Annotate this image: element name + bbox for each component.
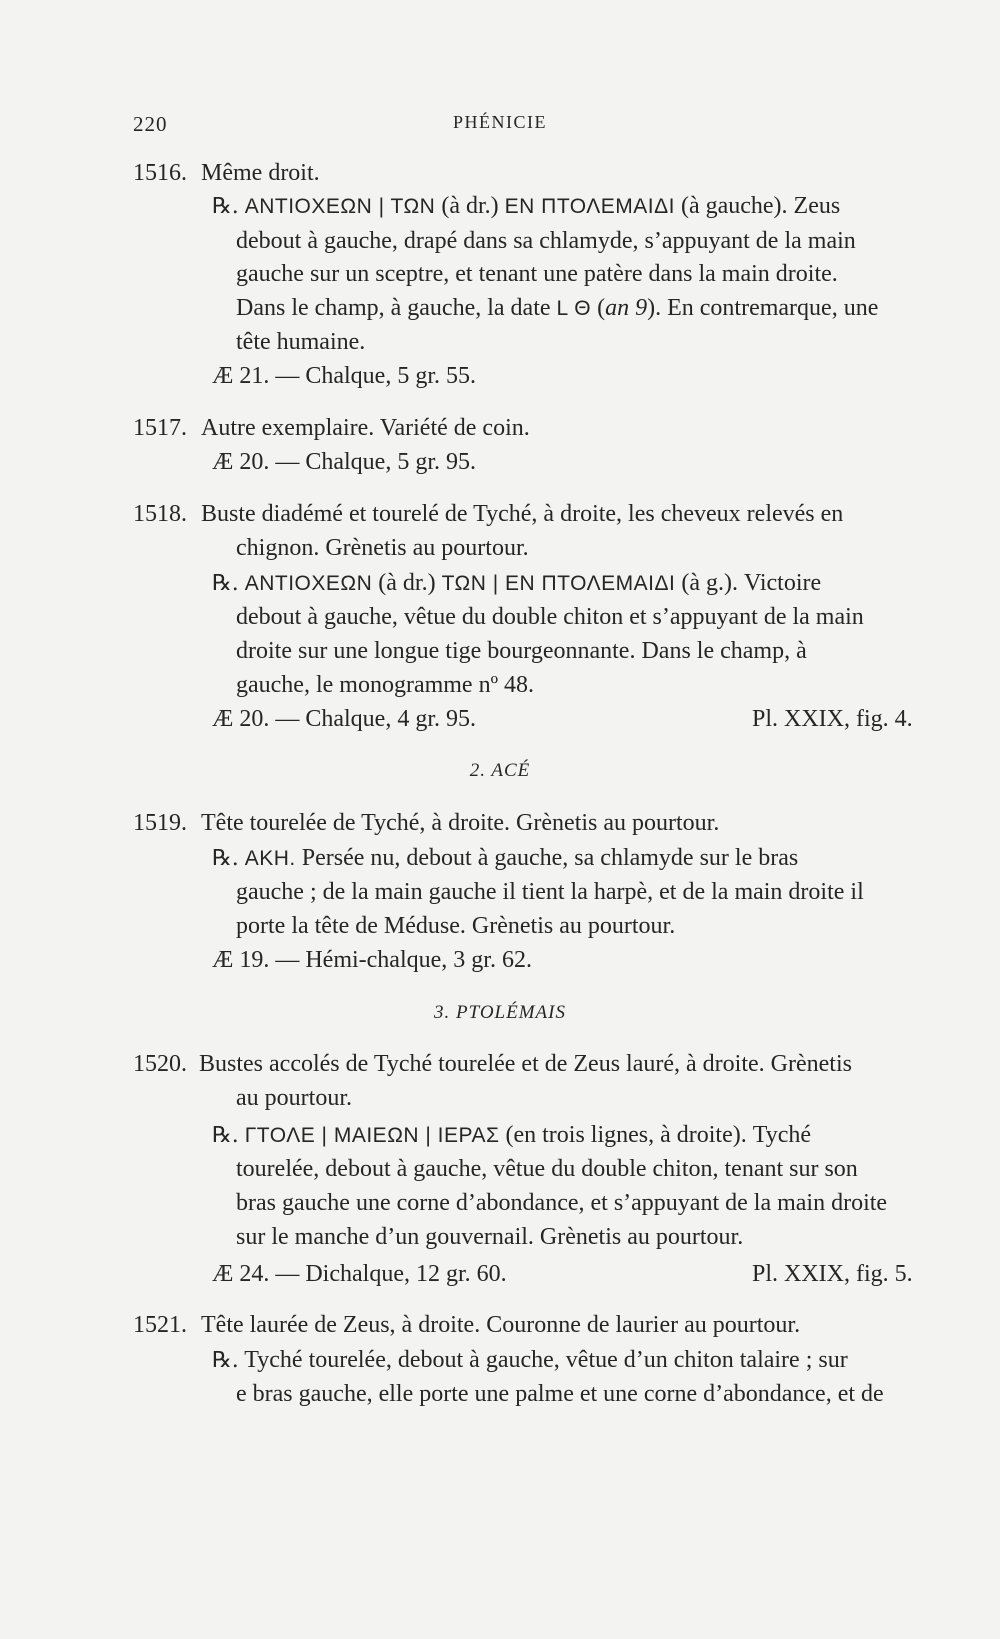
entry-1518-line-6: gauche, le monogramme nº 48. xyxy=(236,672,535,698)
entry-1516-line-4: gauche sur un sceptre, et tenant une patère dans la main droite. xyxy=(236,261,838,287)
entry-1521-line-1: 1521. Tête laurée de Zeus, à droite. Couronne de laurier au pourtour. xyxy=(133,1312,801,1338)
greek-legend: ΤΩΝ | ΕΝ ΠΤΟΛΕΜΑΙΔΙ xyxy=(441,572,676,595)
entry-1518-weight: Æ 20. — Chalque, 4 gr. 95. xyxy=(212,706,476,732)
greek-legend: ΓΤΟΛΕ | ΜΑΙΕΩΝ | ΙΕΡΑΣ xyxy=(244,1124,500,1147)
entry-number: 1518. xyxy=(133,501,187,527)
entry-1517-weight: Æ 20. — Chalque, 5 gr. 95. xyxy=(212,449,476,475)
greek-date: L Θ xyxy=(556,297,592,320)
entry-1519-line-4: porte la tête de Méduse. Grènetis au pourtour. xyxy=(236,913,676,939)
section-heading-ptolemais: 3. PTOLÉMAIS xyxy=(434,1002,566,1023)
entry-1520-plate-ref: Pl. XXIX, fig. 5. xyxy=(752,1261,913,1287)
entry-1520-weight: Æ 24. — Dichalque, 12 gr. 60. xyxy=(212,1261,507,1287)
entry-1518-reverse-line: ℞. ΑΝΤΙΟΧΕΩΝ (à dr.) ΤΩΝ | ΕΝ ΠΤΟΛΕΜΑΙΔΙ (à g.). Victoire xyxy=(212,570,822,596)
entry-1521-line-3: e bras gauche, elle porte une palme et une corne d’abondance, et de xyxy=(236,1381,884,1407)
entry-1520-line-1: 1520. Bustes accolés de Tyché tourelée et de Zeus lauré, à droite. Grènetis xyxy=(133,1051,852,1077)
greek-legend: ΑΝΤΙΟΧΕΩΝ xyxy=(244,572,373,595)
page-number: 220 xyxy=(133,112,168,136)
entry-1516-reverse-line: ℞. ΑΝΤΙΟΧΕΩΝ | ΤΩΝ (à dr.) ΕΝ ΠΤΟΛΕΜΑΙΔΙ (à gauche). Zeus xyxy=(212,193,841,219)
entry-1519-line-3: gauche ; de la main gauche il tient la harpè, et de la main droite il xyxy=(236,879,864,905)
entry-1518-line-4: debout à gauche, vêtue du double chiton et s’appuyant de la main xyxy=(236,604,864,630)
entry-1516-weight: Æ 21. — Chalque, 5 gr. 55. xyxy=(212,363,476,389)
entry-1519-weight: Æ 19. — Hémi-chalque, 3 gr. 62. xyxy=(212,947,532,973)
entry-1517-line-1: 1517. Autre exemplaire. Variété de coin. xyxy=(133,415,530,441)
running-title: PHÉNICIE xyxy=(453,112,547,132)
entry-1518-plate-ref: Pl. XXIX, fig. 4. xyxy=(752,706,913,732)
entry-1520-line-5: bras gauche une corne d’abondance, et s’appuyant de la main droite xyxy=(236,1190,888,1216)
entry-1518-line-1: 1518. Buste diadémé et tourelé de Tyché, à droite, les cheveux relevés en xyxy=(133,501,844,527)
entry-number: 1516. xyxy=(133,160,187,186)
section-heading-ace: 2. ACÉ xyxy=(469,760,531,781)
entry-1519-reverse-line: ℞. ΑΚΗ. Persée nu, debout à gauche, sa chlamyde sur le bras xyxy=(212,845,799,871)
entry-1520-line-4: tourelée, debout à gauche, vêtue du double chiton, tenant sur son xyxy=(236,1156,858,1182)
entry-number: 1517. xyxy=(133,415,187,441)
running-header xyxy=(0,112,1000,142)
entry-number: 1520. xyxy=(133,1051,187,1077)
reverse-symbol: ℞. xyxy=(212,846,239,871)
entry-number: 1519. xyxy=(133,810,187,836)
entry-1518-line-5: droite sur une longue tige bourgeonnante. Dans le champ, à xyxy=(236,638,807,664)
entry-1516-line-6: tête humaine. xyxy=(236,329,366,355)
entry-1520-line-2: au pourtour. xyxy=(236,1085,352,1111)
entry-1516-line-1: 1516. Même droit. xyxy=(133,160,320,186)
entry-1520-reverse-line: ℞. ΓΤΟΛΕ | ΜΑΙΕΩΝ | ΙΕΡΑΣ (en trois lignes, à droite). Tyché xyxy=(212,1122,812,1148)
entry-1521-reverse-line: ℞. Tyché tourelée, debout à gauche, vêtue d’un chiton talaire ; sur xyxy=(212,1347,848,1373)
entry-1520-line-6: sur le manche d’un gouvernail. Grènetis au pourtour. xyxy=(236,1224,744,1250)
entry-number: 1521. xyxy=(133,1312,187,1338)
greek-legend: ΑΝΤΙΟΧΕΩΝ | ΤΩΝ xyxy=(244,195,436,218)
entry-1516-line-5: Dans le champ, à gauche, la date L Θ (an 9). En contremarque, une xyxy=(236,295,879,321)
reverse-symbol: ℞. xyxy=(212,1348,239,1373)
reverse-symbol: ℞. xyxy=(212,571,239,596)
greek-legend: ΑΚΗ. xyxy=(244,847,296,870)
greek-legend: ΕΝ ΠΤΟΛΕΜΑΙΔΙ xyxy=(504,195,675,218)
reverse-symbol: ℞. xyxy=(212,1123,239,1148)
entry-1519-line-1: 1519. Tête tourelée de Tyché, à droite. Grènetis au pourtour. xyxy=(133,810,720,836)
entry-1518-line-2: chignon. Grènetis au pourtour. xyxy=(236,535,529,561)
entry-1516-line-3: debout à gauche, drapé dans sa chlamyde, s’appuyant de la main xyxy=(236,228,856,254)
reverse-symbol: ℞. xyxy=(212,194,239,219)
